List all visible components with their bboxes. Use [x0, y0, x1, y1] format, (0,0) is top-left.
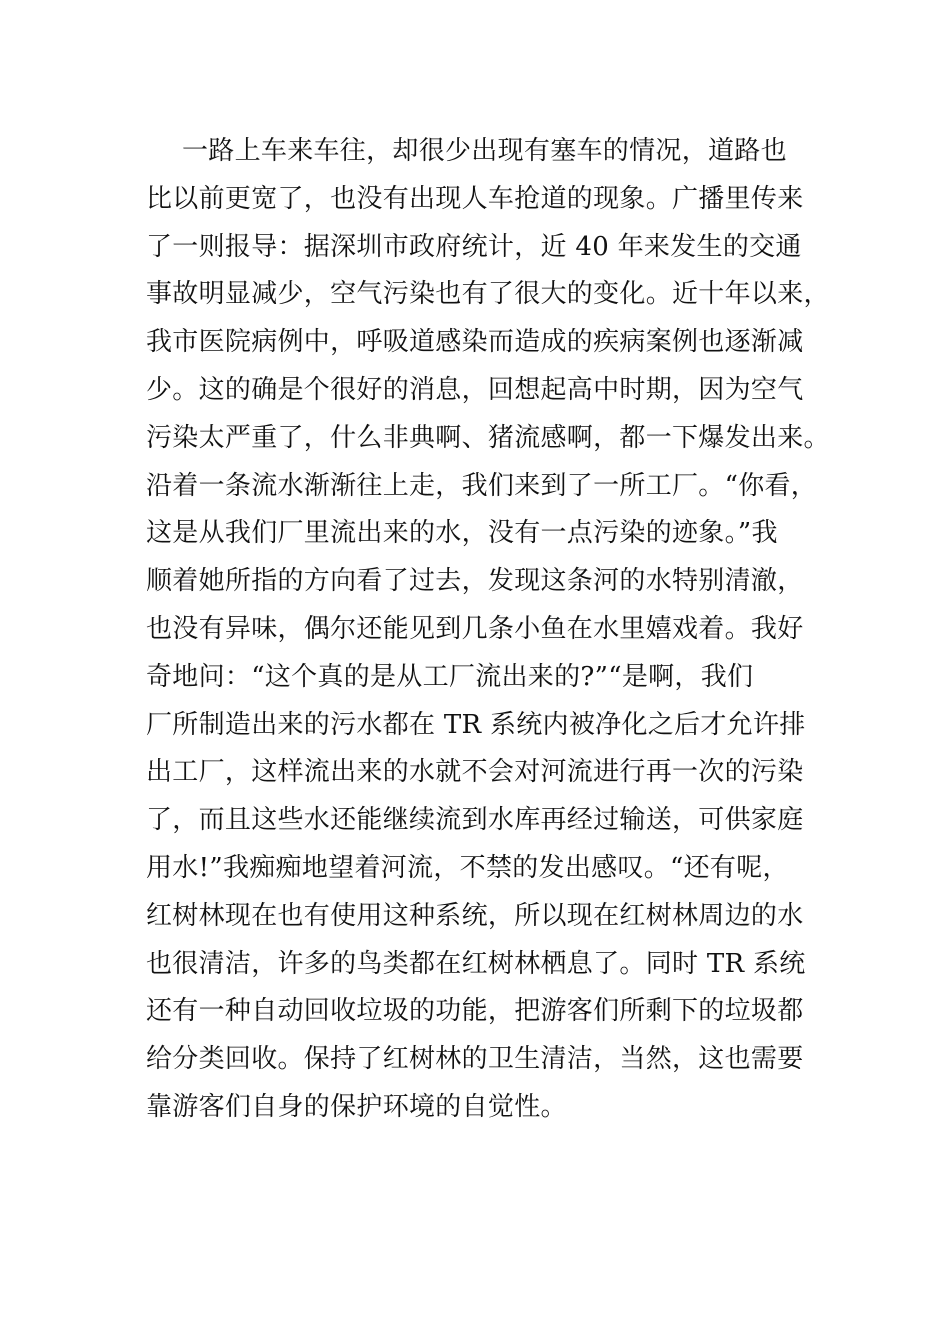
text-line: 沿着一条流水渐渐往上走，我们来到了一所工厂。“你看，	[146, 470, 818, 501]
text-line: 红树林现在也有使用这种系统，所以现在红树林周边的水	[146, 900, 804, 931]
text-line: 还有一种自动回收垃圾的功能，把游客们所剩下的垃圾都	[146, 996, 804, 1027]
text-line: 污染太严重了，什么非典啊、猪流感啊，都一下爆发出来。	[146, 422, 830, 453]
text-line: 了，而且这些水还能继续流到水库再经过输送，可供家庭	[146, 805, 804, 836]
text-line: 厂所制造出来的污水都在 TR 系统内被净化之后才允许排	[146, 709, 806, 740]
text-line: 比以前更宽了，也没有出现人车抢道的现象。广播里传来	[146, 183, 804, 214]
text-line: 少。这的确是个很好的消息，回想起高中时期，因为空气	[146, 374, 804, 405]
text-line: 顺着她所指的方向看了过去，发现这条河的水特别清澈，	[146, 566, 804, 597]
text-line: 用水!”我痴痴地望着河流，不禁的发出感叹。“还有呢，	[146, 852, 789, 883]
text-line: 出工厂，这样流出来的水就不会对河流进行再一次的污染	[146, 757, 804, 788]
text-line: 给分类回收。保持了红树林的卫生清洁，当然，这也需要	[146, 1044, 804, 1075]
text-line: 一路上车来车往，却很少出现有塞车的情况，道路也	[182, 136, 787, 166]
text-line: 了一则报导：据深圳市政府统计，近 40 年来发生的交通	[146, 231, 802, 262]
text-line: 奇地问：“这个真的是从工厂流出来的?”“是啊，我们	[146, 661, 754, 692]
text-line: 也没有异味，偶尔还能见到几条小鱼在水里嬉戏着。我好	[146, 613, 804, 644]
text-line: 我市医院病例中，呼吸道感染而造成的疾病案例也逐渐减	[146, 327, 804, 358]
text-line: 事故明显减少，空气污染也有了很大的变化。近十年以来，	[146, 279, 830, 310]
text-line: 这是从我们厂里流出来的水，没有一点污染的迹象。”我	[146, 518, 778, 549]
text-line: 也很清洁，许多的鸟类都在红树林栖息了。同时 TR 系统	[146, 948, 806, 979]
body-paragraph	[146, 128, 830, 1132]
text-line: 靠游客们自身的保护环境的自觉性。	[146, 1091, 567, 1122]
